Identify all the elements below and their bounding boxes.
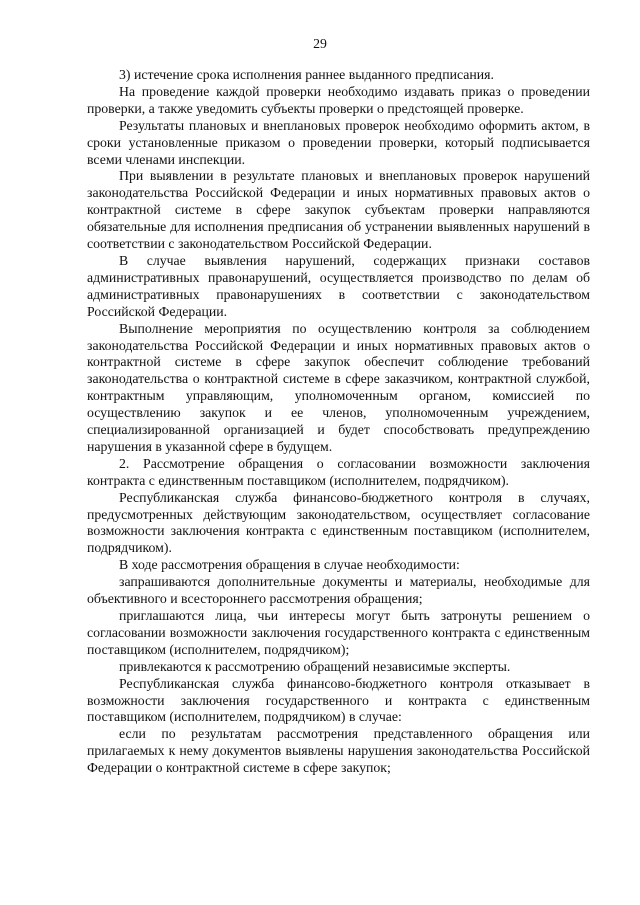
paragraph-3: Результаты плановых и внеплановых проверок необходимо оформить актом, в сроки установленные приказом о проведении проверки, который подписывается всеми членами инспекции. (87, 117, 590, 167)
paragraph-5: В случае выявления нарушений, содержащих признаки составов административных правонарушений, осуществляется производство по делам об административных правонарушениях в соответствии с законодательством Российской Федерации. (87, 252, 590, 319)
paragraph-6: Выполнение мероприятия по осуществлению контроля за соблюдением законодательства Российской Федерации и иных нормативных правовых актов о контрактной системе в сфере закупок обеспечит соблюдение требований законодательства о контрактной системе в сфере заказчиком, контрактной службой, контрактным управляющим, уполномоченным органом, комиссией по осуществлению закупок и ее членов, уполномоченным учреждением, специализированной организацией и будет способствовать предупреждению нарушения в указанной сфере в будущем. (87, 320, 590, 454)
page-number: 29 (313, 36, 327, 51)
paragraph-8: Республиканская служба финансово-бюджетного контроля в случаях, предусмотренных действующим законодательством, осуществляет согласование возможности заключения контракта с единственным поставщиком (исполнителем, подрядчиком). (87, 489, 590, 556)
paragraph-2: На проведение каждой проверки необходимо издавать приказ о проведении проверки, а также уведомить субъекты проверки о предстоящей проверке. (87, 83, 590, 116)
paragraph-10: запрашиваются дополнительные документы и материалы, необходимые для объективного и всестороннего рассмотрения обращения; (87, 574, 590, 607)
paragraph-12: привлекаются к рассмотрению обращений независимые эксперты. (119, 658, 511, 674)
paragraph-11: приглашаются лица, чьи интересы могут быть затронуты решением о согласовании возможности заключения государственного контракта с единственным поставщиком (исполнителем, подрядчиком); (87, 608, 590, 657)
document-body (87, 67, 590, 777)
paragraph-7: 2. Рассмотрение обращения о согласовании возможности заключения контракта с единственным поставщиком (исполнителем, подрядчиком). (87, 455, 590, 488)
paragraph-14: если по результатам рассмотрения представленного обращения или прилагаемых к нему документов выявлены нарушения законодательства Российской Федерации о контрактной системе в сфере закупок; (87, 726, 590, 776)
paragraph-1: 3) истечение срока исполнения раннее выданного предписания. (119, 67, 494, 82)
paragraph-13: Республиканская служба финансово-бюджетного контроля отказывает в возможности заключения государственного и контракта с единственным поставщиком (исполнителем, подрядчиком) в случае: (87, 675, 590, 725)
paragraph-4: При выявлении в результате плановых и внеплановых проверок нарушений законодательства Российской Федерации и иных нормативных правовых актов о контрактной системе в сфере закупок субъектам проверки направляются обязательные для исполнения предписания об устранении выявленных нарушений в соответствии с законодательством Российской Федерации. (87, 168, 590, 252)
paragraph-9: В ходе рассмотрения обращения в случае необходимости: (119, 557, 460, 573)
